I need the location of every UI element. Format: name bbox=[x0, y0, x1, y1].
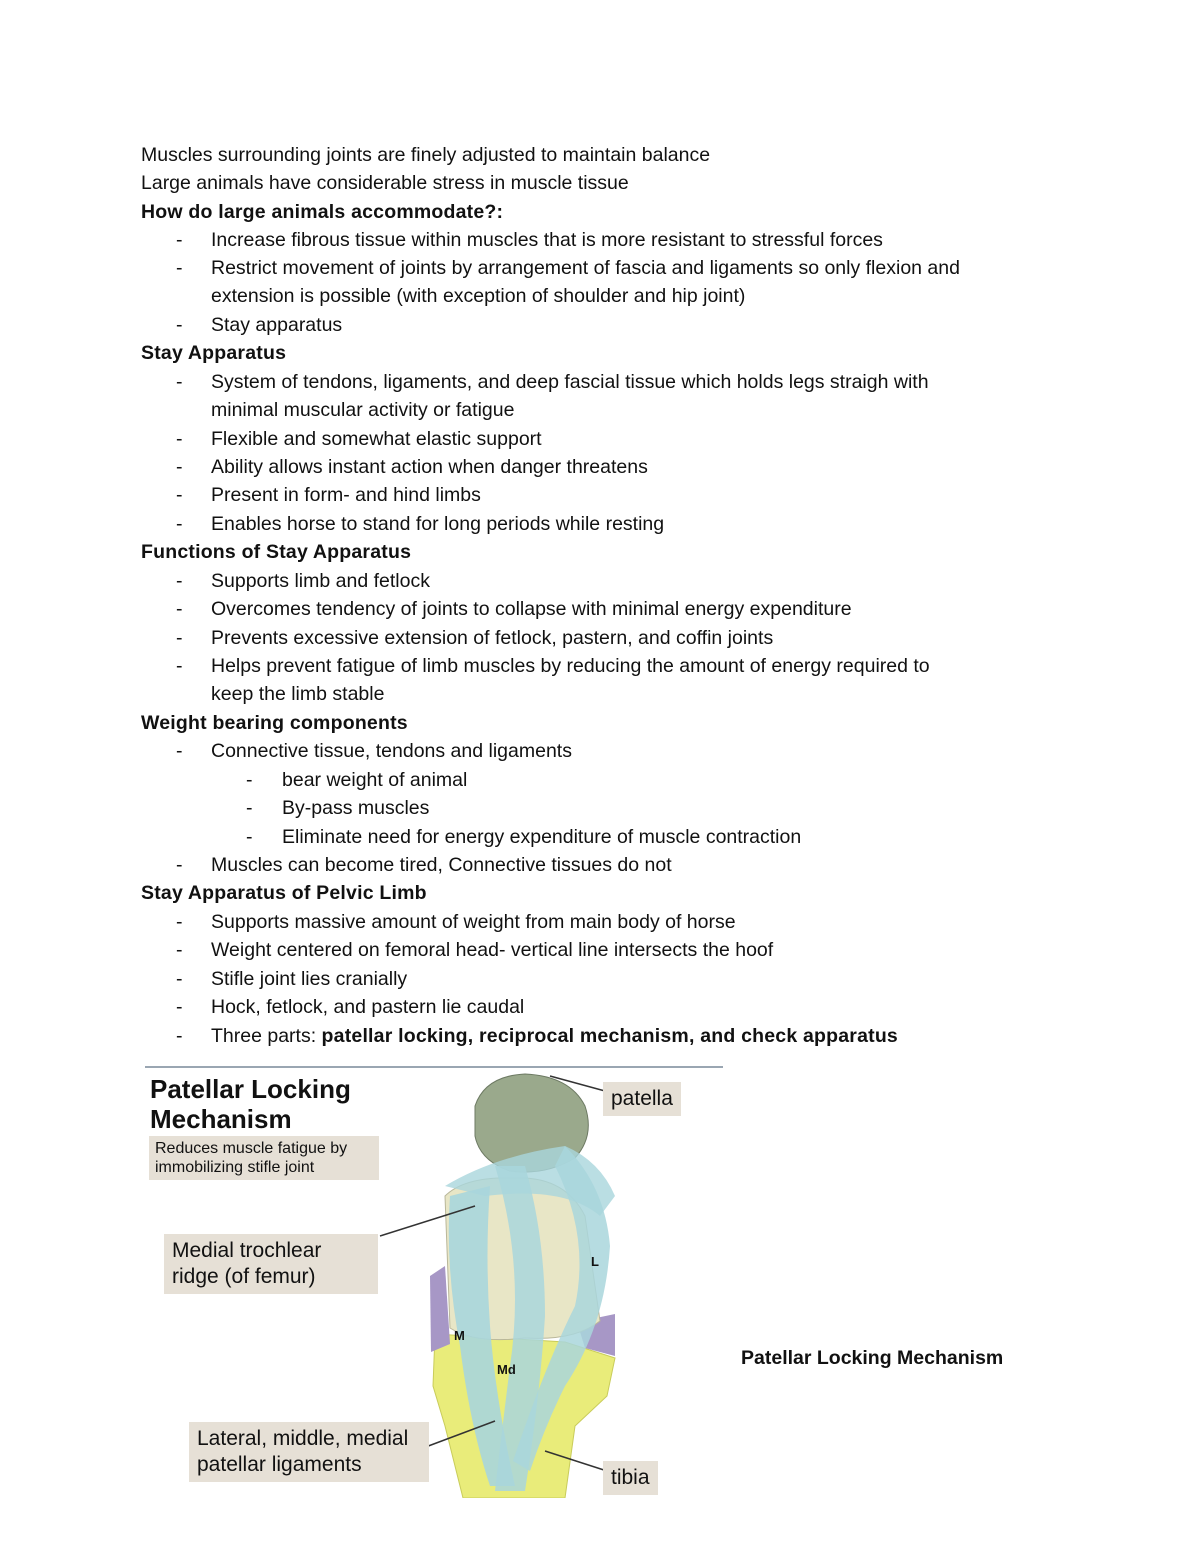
figure-title-line-2: Mechanism bbox=[150, 1104, 292, 1134]
bullet-dash: - bbox=[176, 428, 183, 450]
three-parts-bold: patellar locking, reciprocal mechanism, and check apparatus bbox=[321, 1025, 898, 1047]
bullet-dash: - bbox=[176, 570, 183, 592]
bullet-dash: - bbox=[176, 939, 183, 961]
figure-subtitle: Reduces muscle fatigue by immobilizing stifle joint bbox=[149, 1136, 379, 1180]
heading-accommodate: How do large animals accommodate?: bbox=[141, 201, 504, 223]
intro-line-2: Large animals have considerable stress in muscle tissue bbox=[141, 172, 629, 194]
mark-medial: M bbox=[454, 1328, 465, 1343]
intro-line-1: Muscles surrounding joints are finely adjusted to maintain balance bbox=[141, 144, 711, 166]
bullet-dash: - bbox=[246, 769, 253, 791]
bullet-dash: - bbox=[246, 797, 253, 819]
bullet-dash: - bbox=[176, 911, 183, 933]
bullet-dash: - bbox=[176, 314, 183, 336]
label-tibia: tibia bbox=[603, 1461, 658, 1495]
bullet-dash: - bbox=[176, 257, 183, 279]
bullet-dash: - bbox=[176, 968, 183, 990]
bullet-dash: - bbox=[176, 740, 183, 762]
patellar-locking-figure bbox=[145, 1066, 723, 1498]
bullet-dash: - bbox=[176, 598, 183, 620]
bullet-dash: - bbox=[176, 456, 183, 478]
label-patellar-ligaments: Lateral, middle, medial patellar ligaments bbox=[189, 1422, 429, 1482]
mark-lateral: L bbox=[591, 1254, 599, 1269]
bullet-dash: - bbox=[246, 826, 253, 848]
mark-middle: Md bbox=[497, 1362, 516, 1377]
bullet-dash: - bbox=[176, 513, 183, 535]
heading-stay-apparatus: Stay Apparatus bbox=[141, 342, 287, 364]
bullet-dash: - bbox=[176, 854, 183, 876]
heading-weight-bearing: Weight bearing components bbox=[141, 712, 408, 734]
bullet-dash: - bbox=[176, 371, 183, 393]
bullet-dash: - bbox=[176, 229, 183, 251]
heading-pelvic-limb: Stay Apparatus of Pelvic Limb bbox=[141, 882, 427, 904]
bullet-dash: - bbox=[176, 655, 183, 677]
bullet-dash: - bbox=[176, 996, 183, 1018]
figure-title-line-1: Patellar Locking bbox=[150, 1074, 351, 1104]
bullet-dash: - bbox=[176, 484, 183, 506]
bullet-dash: - bbox=[176, 1025, 183, 1047]
bullet-dash: - bbox=[176, 627, 183, 649]
three-parts-prefix: Three parts: bbox=[211, 1025, 322, 1047]
figure-caption: Patellar Locking Mechanism bbox=[741, 1347, 1004, 1369]
label-patella: patella bbox=[603, 1082, 681, 1116]
meniscus-left bbox=[430, 1266, 450, 1352]
heading-functions: Functions of Stay Apparatus bbox=[141, 541, 412, 563]
label-medial-trochlear-ridge: Medial trochlear ridge (of femur) bbox=[164, 1234, 378, 1294]
